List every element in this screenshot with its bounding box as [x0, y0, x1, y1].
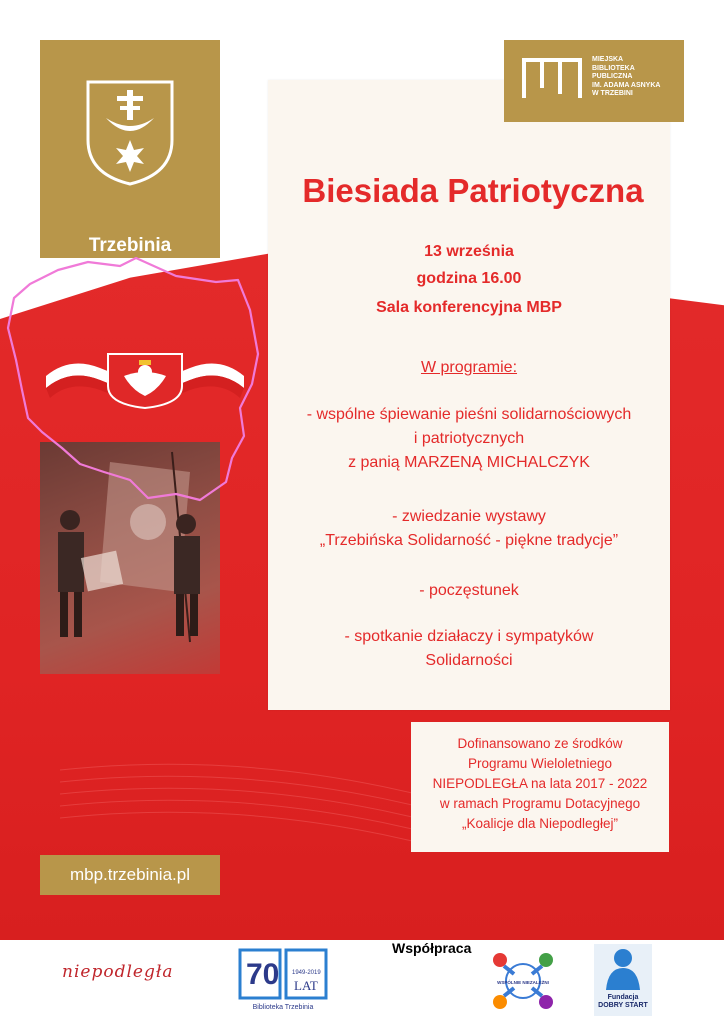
funding-line: NIEPODLEGŁA na lata 2017 - 2022	[432, 776, 648, 791]
library-logo	[504, 40, 684, 122]
programme-item-line: - zwiedzanie wystawy	[392, 508, 546, 525]
music-staff-decoration	[60, 740, 440, 870]
funding-text	[411, 734, 669, 834]
programme-item	[268, 579, 670, 603]
crest-town-name: Trzebinia	[88, 235, 172, 256]
biblioteka-number: 70	[246, 958, 280, 991]
event-date: 13 września	[424, 243, 514, 260]
library-logo-line: BIBLIOTEKA	[592, 64, 635, 72]
library-logo-line: W TRZEBINI	[592, 90, 633, 97]
website-badge[interactable]	[40, 855, 220, 895]
programme-item	[268, 505, 670, 553]
programme-item	[268, 403, 670, 475]
person-silhouette-icon	[594, 944, 652, 994]
library-logo-line: PUBLICZNA	[592, 73, 633, 80]
biblioteka-caption: Biblioteka Trzebinia	[252, 1004, 314, 1011]
programme-item-line: i patriotycznych	[413, 430, 525, 447]
biblioteka-70-lat-logo	[236, 944, 330, 1016]
programme-item	[268, 625, 670, 673]
dobry-start-line: DOBRY START	[598, 1002, 648, 1009]
trzebinia-crest-badge	[40, 40, 220, 258]
programme-item-line: „Trzebińska Solidarność - piękne tradycje”	[319, 532, 619, 549]
programme-item-line: z panią MARZENĄ MICHALCZYK	[348, 454, 590, 471]
polish-flag-ribbon-emblem	[40, 350, 250, 410]
library-logo-line: IM. ADAMA ASNYKA	[592, 81, 661, 89]
website-link[interactable]: mbp.trzebinia.pl	[69, 865, 190, 884]
programme-item-line: Solidarności	[425, 652, 513, 669]
library-m-logo-icon	[520, 54, 584, 102]
funding-line: w ramach Programu Dotacyjnego	[439, 796, 641, 811]
dobry-start-logo	[594, 944, 652, 1016]
event-title: Biesiada Patriotyczna	[302, 172, 644, 209]
niepodlegla-logo: niepodległa	[62, 962, 174, 982]
event-time: godzina 16.00	[416, 270, 522, 287]
programme-heading: W programie:	[420, 359, 518, 376]
coat-of-arms-icon	[84, 78, 176, 188]
funding-line: Programu Wieloletniego	[467, 756, 613, 771]
biblioteka-years: 1949-2019	[292, 970, 321, 976]
programme-item-line: - spotkanie działaczy i sympatyków	[344, 628, 594, 645]
wspolnie-niezalezni-logo	[488, 948, 558, 1014]
dobry-start-caption	[594, 994, 652, 1010]
funding-line: Dofinansowano ze środków	[457, 736, 623, 751]
programme-item-line: - wspólne śpiewanie pieśni solidarnościowych	[306, 406, 632, 423]
open-book-icon	[236, 944, 330, 1004]
library-logo-line: MIEJSKA	[592, 56, 624, 63]
funding-line: „Koalicje dla Niepodległej”	[461, 816, 619, 831]
funding-notice	[411, 722, 669, 852]
programme-item-line: - poczęstunek	[419, 582, 519, 599]
event-venue: Sala konferencyjna MBP	[376, 299, 562, 316]
biblioteka-lat: LAT	[294, 978, 318, 993]
dobry-start-line: Fundacja	[607, 994, 639, 1001]
coop-logo-text: WSPÓLNIE NIEZALEŻNI	[497, 980, 549, 985]
cooperation-label: Współpraca	[392, 940, 472, 956]
library-logo-text	[592, 56, 682, 99]
